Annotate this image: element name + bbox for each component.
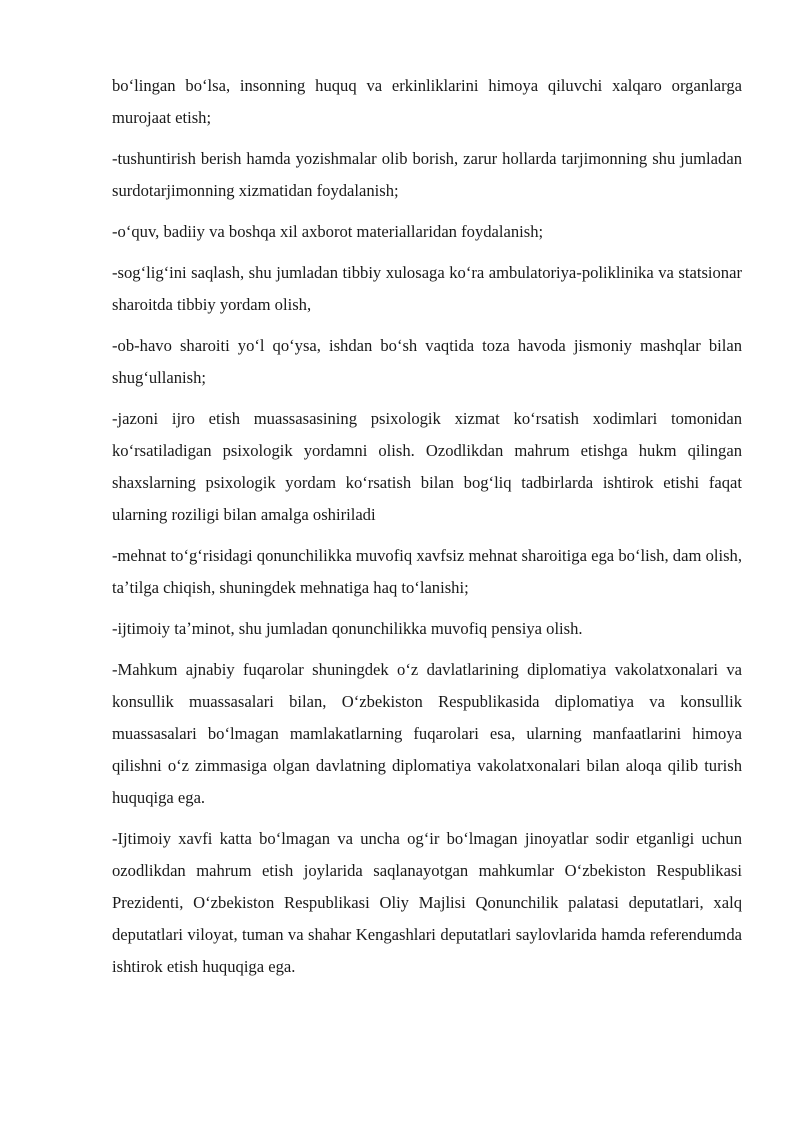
paragraph-1: boʻlingan boʻlsa, insonning huquq va erkinliklarini himoya qiluvchi xalqaro organlarga murojaat etish; (112, 76, 742, 127)
paragraph-9: -Mahkum ajnabiy fuqarolar shuningdek oʻz davlatlarining diplomatiya vakolatxonalari va konsullik muassasalari bilan, Oʻzbekiston Respublikasida diplomatiya va konsullik muassasalari boʻlmagan mamlakatlarning fuqarolari esa, ularning manfaatlarini himoya qilishni oʻz zimmasiga olgan davlatning diplomatiya vakolatxonalari bilan aloqa qilib turish huquqiga ega. (112, 660, 742, 807)
paragraph-2: -tushuntirish berish hamda yozishmalar olib borish, zarur hollarda tarjimonning shu jumladan surdotarjimonning xizmatidan foydalanish; (112, 149, 742, 200)
paragraph-5: -ob-havo sharoiti yoʻl qoʻysa, ishdan boʻsh vaqtida toza havoda jismoniy mashqlar bilan shugʻullanish; (112, 336, 742, 387)
paragraph-4: -sogʻligʻini saqlash, shu jumladan tibbiy xulosaga koʻra ambulatoriya-poliklinika va statsionar sharoitda tibbiy yordam olish, (112, 263, 742, 314)
paragraph-6: -jazoni ijro etish muassasasining psixologik xizmat koʻrsatish xodimlari tomonidan koʻrsatiladigan psixologik yordamni olish. Ozodlikdan mahrum etishga hukm qilingan shaxslarning psixologik yordam koʻrsatish bilan bogʻliq tadbirlarda ishtirok etishi faqat ularning roziligi bilan amalga oshiriladi (112, 409, 742, 524)
paragraph-3: -oʻquv, badiiy va boshqa xil axborot materiallaridan foydalanish; (112, 222, 544, 241)
paragraph-7: -mehnat toʻgʻrisidagi qonunchilikka muvofiq xavfsiz mehnat sharoitiga ega boʻlish, dam olish, taʼtilga chiqish, shuningdek mehnatiga haq toʻlanishi; (112, 546, 742, 597)
paragraph-10: -Ijtimoiy xavfi katta boʻlmagan va uncha ogʻir boʻlmagan jinoyatlar sodir etganligi uchun ozodlikdan mahrum etish joylarida saqlanayotgan mahkumlar Oʻzbekiston Respublikasi Prezidenti, Oʻzbekiston Respublikasi Oliy Majlisi Qonunchilik palatasi deputatlari, xalq deputatlari viloyat, tuman va shahar Kengashlari deputatlari saylovlarida hamda referendumda ishtirok etish huquqiga ega. (112, 829, 742, 976)
paragraph-8: -ijtimoiy taʼminot, shu jumladan qonunchilikka muvofiq pensiya olish. (112, 619, 583, 638)
document-page (112, 70, 742, 992)
